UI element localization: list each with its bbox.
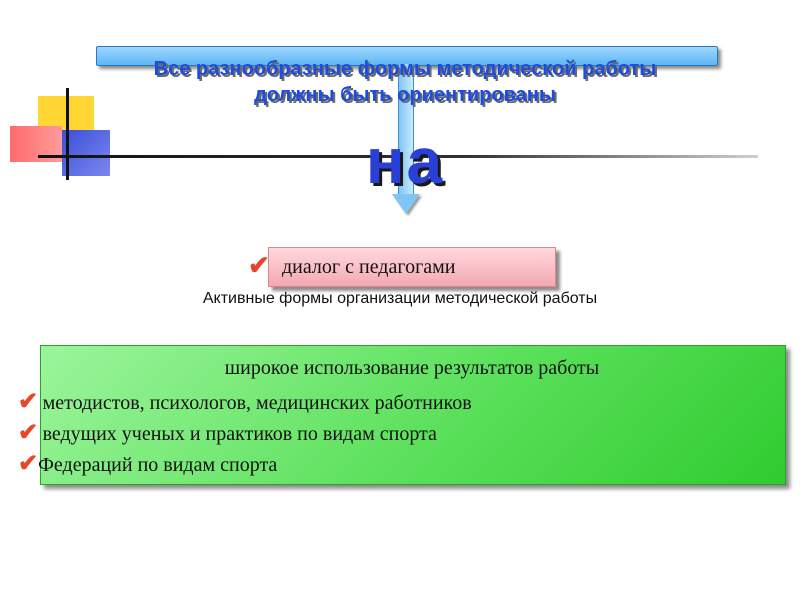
checkmark-icon: ✔ — [18, 388, 39, 415]
list-item — [18, 418, 758, 447]
list-item-text: методистов, психологов, медицинских работников — [42, 392, 472, 414]
arrow-down-icon — [392, 194, 420, 214]
headline-line-1: Все разнообразные формы методической работы — [153, 58, 657, 80]
checkmark-icon: ✔ — [18, 450, 39, 477]
list-item-text: Федераций по видам спорта — [38, 454, 278, 476]
list-item-text: ведущих ученых и практиков по видам спорта — [42, 423, 437, 445]
headline-na: на — [365, 125, 445, 197]
decor-blue-square — [62, 130, 110, 176]
checkmark-icon: ✔ — [18, 419, 39, 446]
list-item — [18, 449, 758, 478]
checkmark-icon: ✔ — [248, 250, 270, 280]
dialog-box-text: диалог с педагогами — [282, 256, 456, 278]
headline-line-2: должны быть ориентированы — [254, 84, 556, 106]
decor-vertical-line — [66, 88, 69, 180]
list-item — [18, 387, 758, 416]
green-box-title: широкое использование результатов работы — [224, 357, 600, 379]
subtitle: Активные формы организации методической работы — [202, 290, 598, 307]
headline — [100, 56, 710, 108]
